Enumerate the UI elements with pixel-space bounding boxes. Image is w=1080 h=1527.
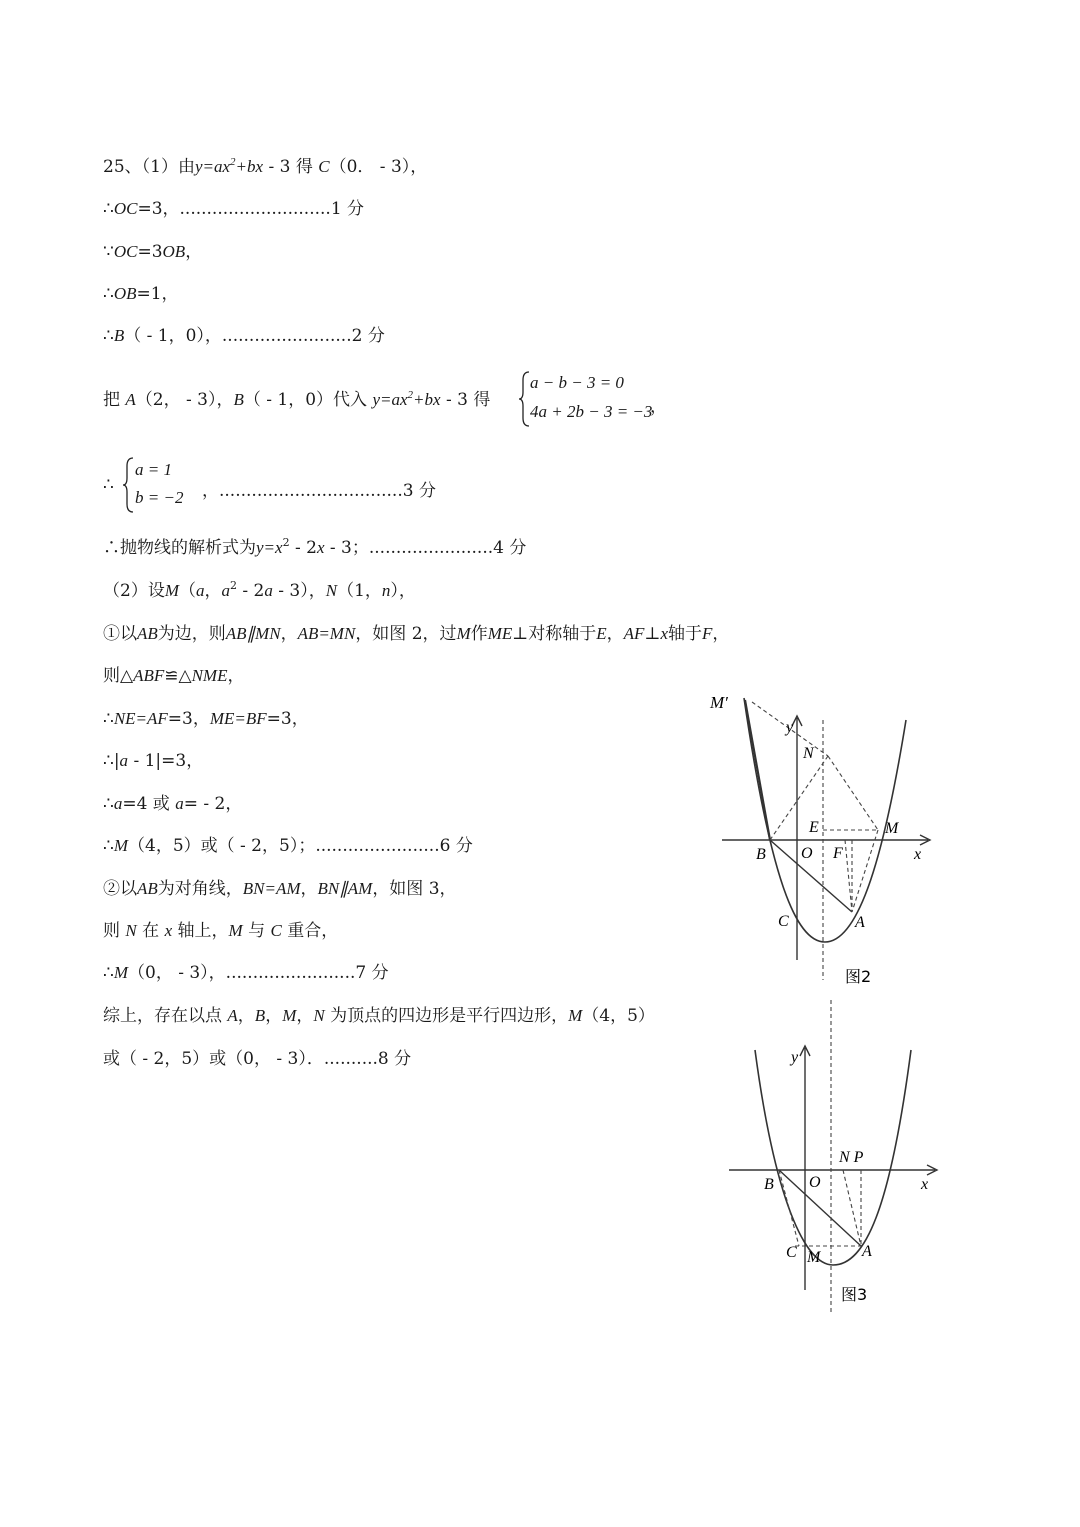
solution-line: ①以AB为边，则AB∥MN，AB=MN，如图 2，过M作ME⊥对称轴于E，AF⊥x轴于F， — [103, 624, 730, 644]
solution-line: 或（ - 2，5）或（0， - 3）．..........8 分 — [103, 1049, 412, 1069]
solution-line: ∴M（0， - 3），........................7 分 — [103, 963, 389, 983]
label-b: B — [756, 846, 766, 863]
equation-system — [122, 456, 436, 516]
brace-icon — [122, 456, 136, 514]
equation-row: b = −2 — [135, 488, 184, 507]
solution-line: ∴NE=AF=3，ME=BF=3， — [103, 709, 309, 729]
label-m: M — [807, 1249, 821, 1266]
label-c: C — [778, 913, 789, 930]
solution-line: ∴a=4 或 a= - 2， — [103, 794, 243, 814]
solution-line: ∴ — [103, 475, 114, 495]
label-x: x — [914, 846, 922, 863]
figure-3 — [715, 1000, 955, 1320]
label-a: A — [862, 1243, 872, 1260]
label-b: B — [764, 1176, 774, 1193]
equation-row: 4a + 2b − 3 = −3 — [530, 402, 653, 421]
solution-line: ∴OC=3，............................1 分 — [103, 199, 365, 219]
solution-line: 则△ABF≌△NME， — [103, 666, 245, 686]
label-o: O — [809, 1174, 821, 1191]
solution-line: ∴抛物线的解析式为$y=x^2 - 2x - 3$；.......................4 分 — [103, 536, 527, 558]
segment-nm — [828, 756, 878, 830]
solution-line: 25、（1）由$y=ax^2+bx - 3$ 得 C（0． - 3）， — [103, 156, 428, 177]
score-mark: ，..................................3 分 — [202, 481, 436, 501]
equation-row: a − b − 3 = 0 — [530, 373, 624, 392]
parabola — [744, 698, 906, 942]
label-np: N P — [839, 1149, 864, 1166]
label-a: A — [855, 914, 865, 931]
label-x: x — [921, 1176, 929, 1193]
segment-fa-dotted — [845, 840, 852, 912]
label-e: E — [809, 819, 819, 836]
figure-caption: 图3 — [841, 1285, 868, 1304]
label-y: y — [786, 719, 794, 736]
label-n: N — [803, 745, 814, 762]
solution-line: 把 A（2， - 3），B（ - 1，0）代入 $y=ax^2+bx - 3$ 得 — [103, 389, 491, 410]
segment-bn — [770, 756, 828, 840]
label-c: C — [786, 1244, 797, 1261]
solution-line: ∴|a - 1|=3， — [103, 751, 204, 771]
label-y: y — [791, 1049, 799, 1066]
equation-row: a = 1 — [135, 460, 172, 479]
label-f: F — [833, 845, 843, 862]
solution-line: ∴OB=1， — [103, 284, 179, 304]
solution-line: ∵OC=3OB， — [103, 242, 203, 262]
equation-system — [518, 370, 668, 430]
label-m-prime: M′ — [710, 693, 728, 712]
label-m: M — [885, 820, 899, 837]
label-o: O — [801, 845, 813, 862]
solution-line: ②以AB为对角线，BN=AM，BN∥AM，如图 3， — [103, 879, 457, 899]
solution-line: 则 N 在 x 轴上，M 与 C 重合， — [103, 921, 339, 941]
solution-line: （2）设M（a，$a^2 - 2a - 3$），N（1，n）， — [103, 579, 416, 601]
figure-2 — [700, 680, 960, 1000]
solution-line: 综上，存在以点 A，B，M，N 为顶点的四边形是平行四边形，M（4，5） — [103, 1006, 655, 1026]
parabola — [755, 1050, 911, 1265]
figure-caption: 图2 — [845, 967, 872, 986]
punctuation: ， — [650, 397, 667, 416]
segment-bm-prime — [745, 700, 770, 840]
segment-pa — [843, 1170, 861, 1246]
solution-line: ∴M（4，5）或（ - 2，5）；.......................6 分 — [103, 836, 473, 856]
solution-line: ∴B（ - 1，0），........................2 分 — [103, 326, 385, 346]
